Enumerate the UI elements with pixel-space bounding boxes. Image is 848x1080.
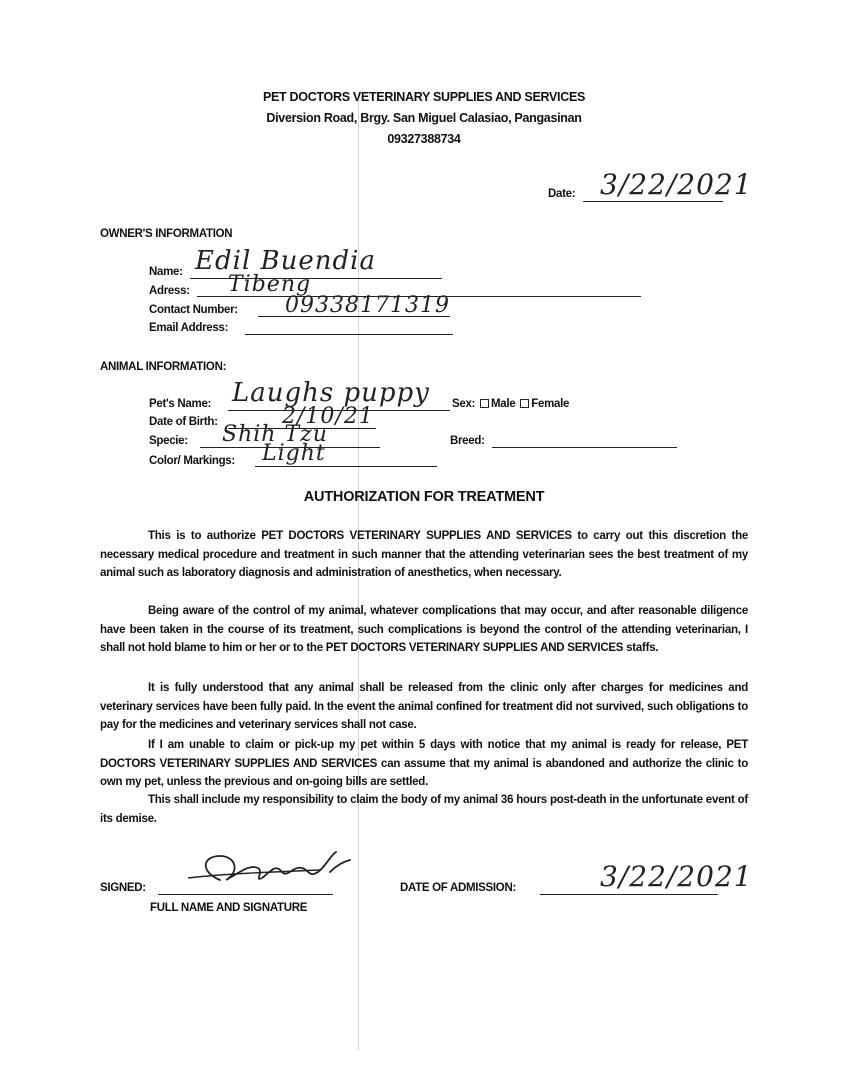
admission-date-value: 3/22/2021 xyxy=(600,860,753,893)
dob-label: Date of Birth: xyxy=(149,416,218,428)
dob-value: 2/10/21 xyxy=(282,404,374,429)
breed-label: Breed: xyxy=(450,435,485,447)
date-line xyxy=(583,201,723,202)
animal-heading: ANIMAL INFORMATION: xyxy=(100,361,227,373)
owner-address-label: Adress: xyxy=(149,285,190,297)
male-checkbox[interactable] xyxy=(480,399,489,408)
female-checkbox[interactable] xyxy=(520,399,529,408)
pet-name-value: Laughs puppy xyxy=(232,378,430,408)
authorization-paragraph-5: This shall include my responsibility to claim the body of my animal 36 hours post-death in the unfortunate event of its demise. xyxy=(100,794,748,825)
contact-number-value: 09338171319 xyxy=(285,293,450,318)
signature-image xyxy=(180,842,360,899)
company-address: Diversion Road, Brgy. San Miguel Calasiao, Pangasinan xyxy=(266,111,582,125)
company-name: PET DOCTORS VETERINARY SUPPLIES AND SERVICES xyxy=(262,90,586,104)
owner-address-value: Tibeng xyxy=(228,272,312,297)
specie-value: Shih Tzu xyxy=(222,422,328,447)
authorization-paragraph-4: If I am unable to claim or pick-up my pet within 5 days with notice that my animal is ready for release, PET DOCTORS VETERINARY SUPPLIES AND SERVICES can assume that my animal is abandoned and authorize the clinic to own my pet, unless the previous and on-going bills are settled. xyxy=(100,739,748,789)
date-label: Date: xyxy=(548,188,576,200)
signature-scribble xyxy=(180,842,360,894)
email-line xyxy=(245,334,453,335)
email-label: Email Address: xyxy=(149,322,229,334)
color-markings-label: Color/ Markings: xyxy=(149,455,235,467)
pet-name-label: Pet's Name: xyxy=(149,398,212,410)
male-label: Male xyxy=(491,398,516,410)
signed-label: SIGNED: xyxy=(100,882,146,894)
signature-caption: FULL NAME AND SIGNATURE xyxy=(150,902,308,914)
owner-name-label: Name: xyxy=(149,266,183,278)
breed-line xyxy=(492,447,677,448)
color-markings-line xyxy=(255,466,437,467)
authorization-title: AUTHORIZATION FOR TREATMENT xyxy=(303,489,545,505)
specie-label: Specie: xyxy=(149,435,188,447)
owner-name-value: Edil Buendia xyxy=(195,246,376,276)
owner-heading: OWNER'S INFORMATION xyxy=(100,228,233,240)
female-label: Female xyxy=(531,398,570,410)
authorization-paragraph-1: This is to authorize PET DOCTORS VETERINARY SUPPLIES AND SERVICES to carry out this discretion the necessary medical procedure and treatment in such manner that the attending veterinarian sees the best treatment of my animal such as laboratory diagnosis and administration of anesthetics, when necessary. xyxy=(100,530,748,580)
admission-date-line xyxy=(540,894,718,895)
date-value: 3/22/2021 xyxy=(600,168,753,201)
signature-line xyxy=(158,894,333,895)
sex-field xyxy=(452,398,569,410)
contact-number-label: Contact Number: xyxy=(149,304,238,316)
color-markings-value: Light xyxy=(262,441,326,466)
authorization-paragraph-2: Being aware of the control of my animal, whatever complications that may occur, and after reasonable diligence have been taken in the course of its treatment, such complications is beyond the control of the attending veterinarian, I shall not hold blame to him or her or to the PET DOCTORS VETERINARY SUPPLIES AND SERVICES staffs. xyxy=(100,605,748,655)
admission-date-label: DATE OF ADMISSION: xyxy=(400,882,516,894)
authorization-paragraph-3: It is fully understood that any animal shall be released from the clinic only after charges for medicines and veterinary services have been fully paid. In the event the animal confined for treatment did not survived, such obligations to pay for the medicines and veterinary services shall not case. xyxy=(100,682,748,732)
company-phone: 09327388734 xyxy=(387,132,461,146)
sex-label: Sex: xyxy=(452,398,476,410)
